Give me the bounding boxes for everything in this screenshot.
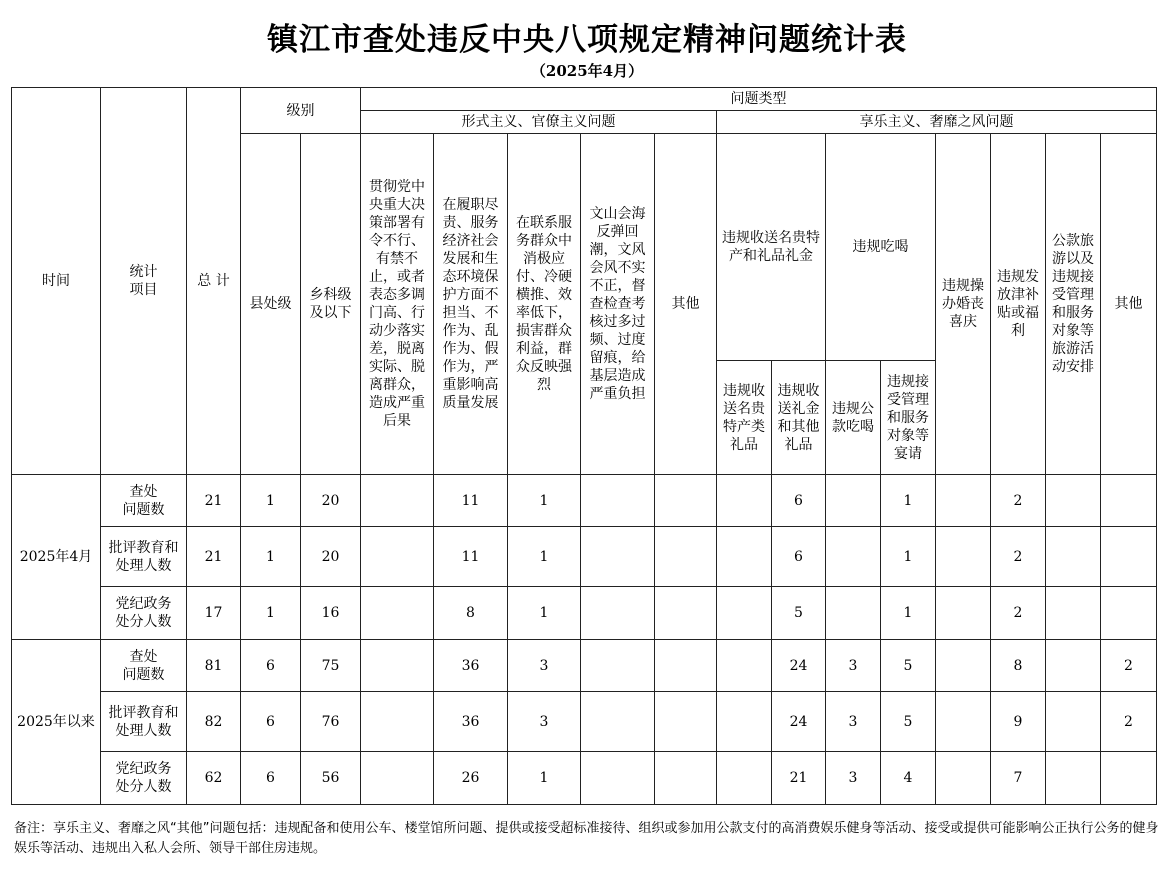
data-cell bbox=[717, 692, 772, 752]
data-cell bbox=[1046, 692, 1101, 752]
data-cell: 11 bbox=[434, 527, 508, 587]
header-eating: 违规吃喝 bbox=[826, 134, 936, 361]
table-row bbox=[12, 587, 1157, 640]
data-cell bbox=[655, 752, 717, 805]
data-cell: 11 bbox=[434, 475, 508, 527]
data-cell: 3 bbox=[826, 692, 881, 752]
data-cell: 2 bbox=[1101, 640, 1157, 692]
row-label: 查处 问题数 bbox=[101, 475, 187, 527]
data-cell bbox=[361, 752, 434, 805]
data-cell: 1 bbox=[508, 752, 581, 805]
data-cell bbox=[936, 527, 991, 587]
header-township-level: 乡科级 及以下 bbox=[301, 134, 361, 475]
data-cell bbox=[581, 752, 655, 805]
data-cell: 1 bbox=[508, 587, 581, 640]
data-cell bbox=[717, 475, 772, 527]
data-cell bbox=[826, 475, 881, 527]
data-cell: 1 bbox=[881, 587, 936, 640]
data-cell: 1 bbox=[881, 527, 936, 587]
data-cell bbox=[717, 640, 772, 692]
data-cell bbox=[936, 640, 991, 692]
data-cell: 3 bbox=[508, 692, 581, 752]
header-formalism-col4: 文山会海反弹回潮，文风会风不实不正，督查检查考核过多过频、过度留痕，给基层造成严重负担 bbox=[581, 134, 655, 475]
header-hedonism: 享乐主义、奢靡之风问题 bbox=[717, 111, 1157, 134]
data-cell bbox=[581, 587, 655, 640]
header-formalism-other: 其他 bbox=[655, 134, 717, 475]
header-time: 时间 bbox=[12, 88, 101, 475]
data-cell bbox=[655, 692, 717, 752]
header-gift-money: 违规收送礼金和其他礼品 bbox=[772, 361, 826, 475]
data-cell bbox=[361, 640, 434, 692]
header-total: 总 计 bbox=[187, 88, 241, 475]
data-cell: 16 bbox=[301, 587, 361, 640]
header-gift: 违规收送名贵特产和礼品礼金 bbox=[717, 134, 826, 361]
row-label: 党纪政务 处分人数 bbox=[101, 587, 187, 640]
data-cell: 8 bbox=[991, 640, 1046, 692]
data-cell: 6 bbox=[241, 640, 301, 692]
data-cell bbox=[1046, 640, 1101, 692]
page-subtitle: （2025年4月） bbox=[530, 62, 644, 80]
header-formalism: 形式主义、官僚主义问题 bbox=[361, 111, 717, 134]
data-cell: 6 bbox=[772, 475, 826, 527]
data-cell bbox=[581, 527, 655, 587]
data-cell: 6 bbox=[241, 692, 301, 752]
data-cell bbox=[655, 527, 717, 587]
data-cell: 62 bbox=[187, 752, 241, 805]
data-cell: 20 bbox=[301, 475, 361, 527]
header-formalism-col3: 在联系服务群众中消极应付、冷硬横推、效率低下，损害群众利益，群众反映强烈 bbox=[508, 134, 581, 475]
table-row bbox=[12, 752, 1157, 805]
header-county-level: 县处级 bbox=[241, 134, 301, 475]
table-row bbox=[12, 475, 1157, 527]
data-cell bbox=[581, 475, 655, 527]
data-cell: 2 bbox=[1101, 692, 1157, 752]
table-body bbox=[12, 88, 1157, 805]
data-cell: 7 bbox=[991, 752, 1046, 805]
statistics-table bbox=[11, 87, 1157, 805]
header-problem-type: 问题类型 bbox=[361, 88, 1157, 111]
data-cell: 26 bbox=[434, 752, 508, 805]
data-cell: 75 bbox=[301, 640, 361, 692]
data-cell bbox=[361, 587, 434, 640]
data-cell: 2 bbox=[991, 587, 1046, 640]
data-cell bbox=[1101, 587, 1157, 640]
header-travel: 公款旅游以及违规接受管理和服务对象等旅游活动安排 bbox=[1046, 134, 1101, 475]
data-cell bbox=[936, 692, 991, 752]
data-cell bbox=[581, 640, 655, 692]
data-cell: 1 bbox=[508, 475, 581, 527]
data-cell bbox=[717, 527, 772, 587]
data-cell bbox=[936, 752, 991, 805]
row-label: 党纪政务 处分人数 bbox=[101, 752, 187, 805]
data-cell bbox=[936, 475, 991, 527]
data-cell bbox=[936, 587, 991, 640]
data-cell: 3 bbox=[826, 752, 881, 805]
data-cell: 81 bbox=[187, 640, 241, 692]
header-item: 统计 项目 bbox=[101, 88, 187, 475]
data-cell: 6 bbox=[772, 527, 826, 587]
data-cell: 36 bbox=[434, 692, 508, 752]
data-cell bbox=[361, 527, 434, 587]
data-cell: 5 bbox=[881, 692, 936, 752]
data-cell bbox=[717, 752, 772, 805]
data-cell bbox=[1046, 527, 1101, 587]
data-cell: 21 bbox=[187, 527, 241, 587]
period-cell: 2025年以来 bbox=[12, 640, 101, 805]
data-cell: 8 bbox=[434, 587, 508, 640]
data-cell: 2 bbox=[991, 527, 1046, 587]
data-cell bbox=[826, 527, 881, 587]
data-cell: 1 bbox=[881, 475, 936, 527]
data-cell: 5 bbox=[881, 640, 936, 692]
header-hedonism-other: 其他 bbox=[1101, 134, 1157, 475]
row-label: 查处 问题数 bbox=[101, 640, 187, 692]
data-cell bbox=[717, 587, 772, 640]
header-banquet: 违规接受管理和服务对象等宴请 bbox=[881, 361, 936, 475]
data-cell: 1 bbox=[241, 527, 301, 587]
data-cell: 56 bbox=[301, 752, 361, 805]
data-cell: 5 bbox=[772, 587, 826, 640]
data-cell: 1 bbox=[241, 475, 301, 527]
data-cell: 1 bbox=[508, 527, 581, 587]
data-cell bbox=[826, 587, 881, 640]
data-cell: 9 bbox=[991, 692, 1046, 752]
header-formalism-col1: 贯彻党中央重大决策部署有令不行、有禁不止，或者表态多调门高、行动少落实差，脱离实际、脱离群众，造成严重后果 bbox=[361, 134, 434, 475]
data-cell bbox=[655, 475, 717, 527]
data-cell: 2 bbox=[991, 475, 1046, 527]
header-level: 级别 bbox=[241, 88, 361, 134]
period-cell: 2025年4月 bbox=[12, 475, 101, 640]
data-cell: 21 bbox=[772, 752, 826, 805]
data-cell: 1 bbox=[241, 587, 301, 640]
data-cell bbox=[361, 475, 434, 527]
data-cell: 21 bbox=[187, 475, 241, 527]
data-cell bbox=[655, 587, 717, 640]
data-cell: 76 bbox=[301, 692, 361, 752]
table-row bbox=[12, 527, 1157, 587]
data-cell: 36 bbox=[434, 640, 508, 692]
footnote: 备注：享乐主义、奢靡之风“其他”问题包括：违规配备和使用公车、楼堂馆所问题、提供或接受超标准接待、组织或参加用公款支付的高消费娱乐健身等活动、接受或提供可能影响公正执行公务的健身娱乐等活动、违规出入私人会所、领导干部住房违规。 bbox=[14, 821, 1159, 856]
data-cell bbox=[1101, 475, 1157, 527]
data-cell: 3 bbox=[826, 640, 881, 692]
data-cell bbox=[1046, 752, 1101, 805]
data-cell: 17 bbox=[187, 587, 241, 640]
header-formalism-col2: 在履职尽责、服务经济社会发展和生态环境保护方面不担当、不作为、乱作为、假作为，严重影响高质量发展 bbox=[434, 134, 508, 475]
page-title: 镇江市查处违反中央八项规定精神问题统计表 bbox=[267, 22, 907, 58]
row-label: 批评教育和 处理人数 bbox=[101, 692, 187, 752]
data-cell bbox=[1101, 527, 1157, 587]
data-cell: 20 bbox=[301, 527, 361, 587]
row-label: 批评教育和 处理人数 bbox=[101, 527, 187, 587]
data-cell: 82 bbox=[187, 692, 241, 752]
data-cell bbox=[655, 640, 717, 692]
table-row bbox=[12, 692, 1157, 752]
data-cell bbox=[1101, 752, 1157, 805]
header-public-eating: 违规公款吃喝 bbox=[826, 361, 881, 475]
header-wedding: 违规操办婚丧喜庆 bbox=[936, 134, 991, 475]
data-cell bbox=[581, 692, 655, 752]
data-cell: 6 bbox=[241, 752, 301, 805]
data-cell: 3 bbox=[508, 640, 581, 692]
data-cell bbox=[1046, 475, 1101, 527]
header-allowance: 违规发放津补贴或福利 bbox=[991, 134, 1046, 475]
data-cell: 24 bbox=[772, 640, 826, 692]
data-cell bbox=[361, 692, 434, 752]
data-cell: 24 bbox=[772, 692, 826, 752]
header-gift-specialty: 违规收送名贵特产类礼品 bbox=[717, 361, 772, 475]
data-cell bbox=[1046, 587, 1101, 640]
table-row bbox=[12, 640, 1157, 692]
data-cell: 4 bbox=[881, 752, 936, 805]
